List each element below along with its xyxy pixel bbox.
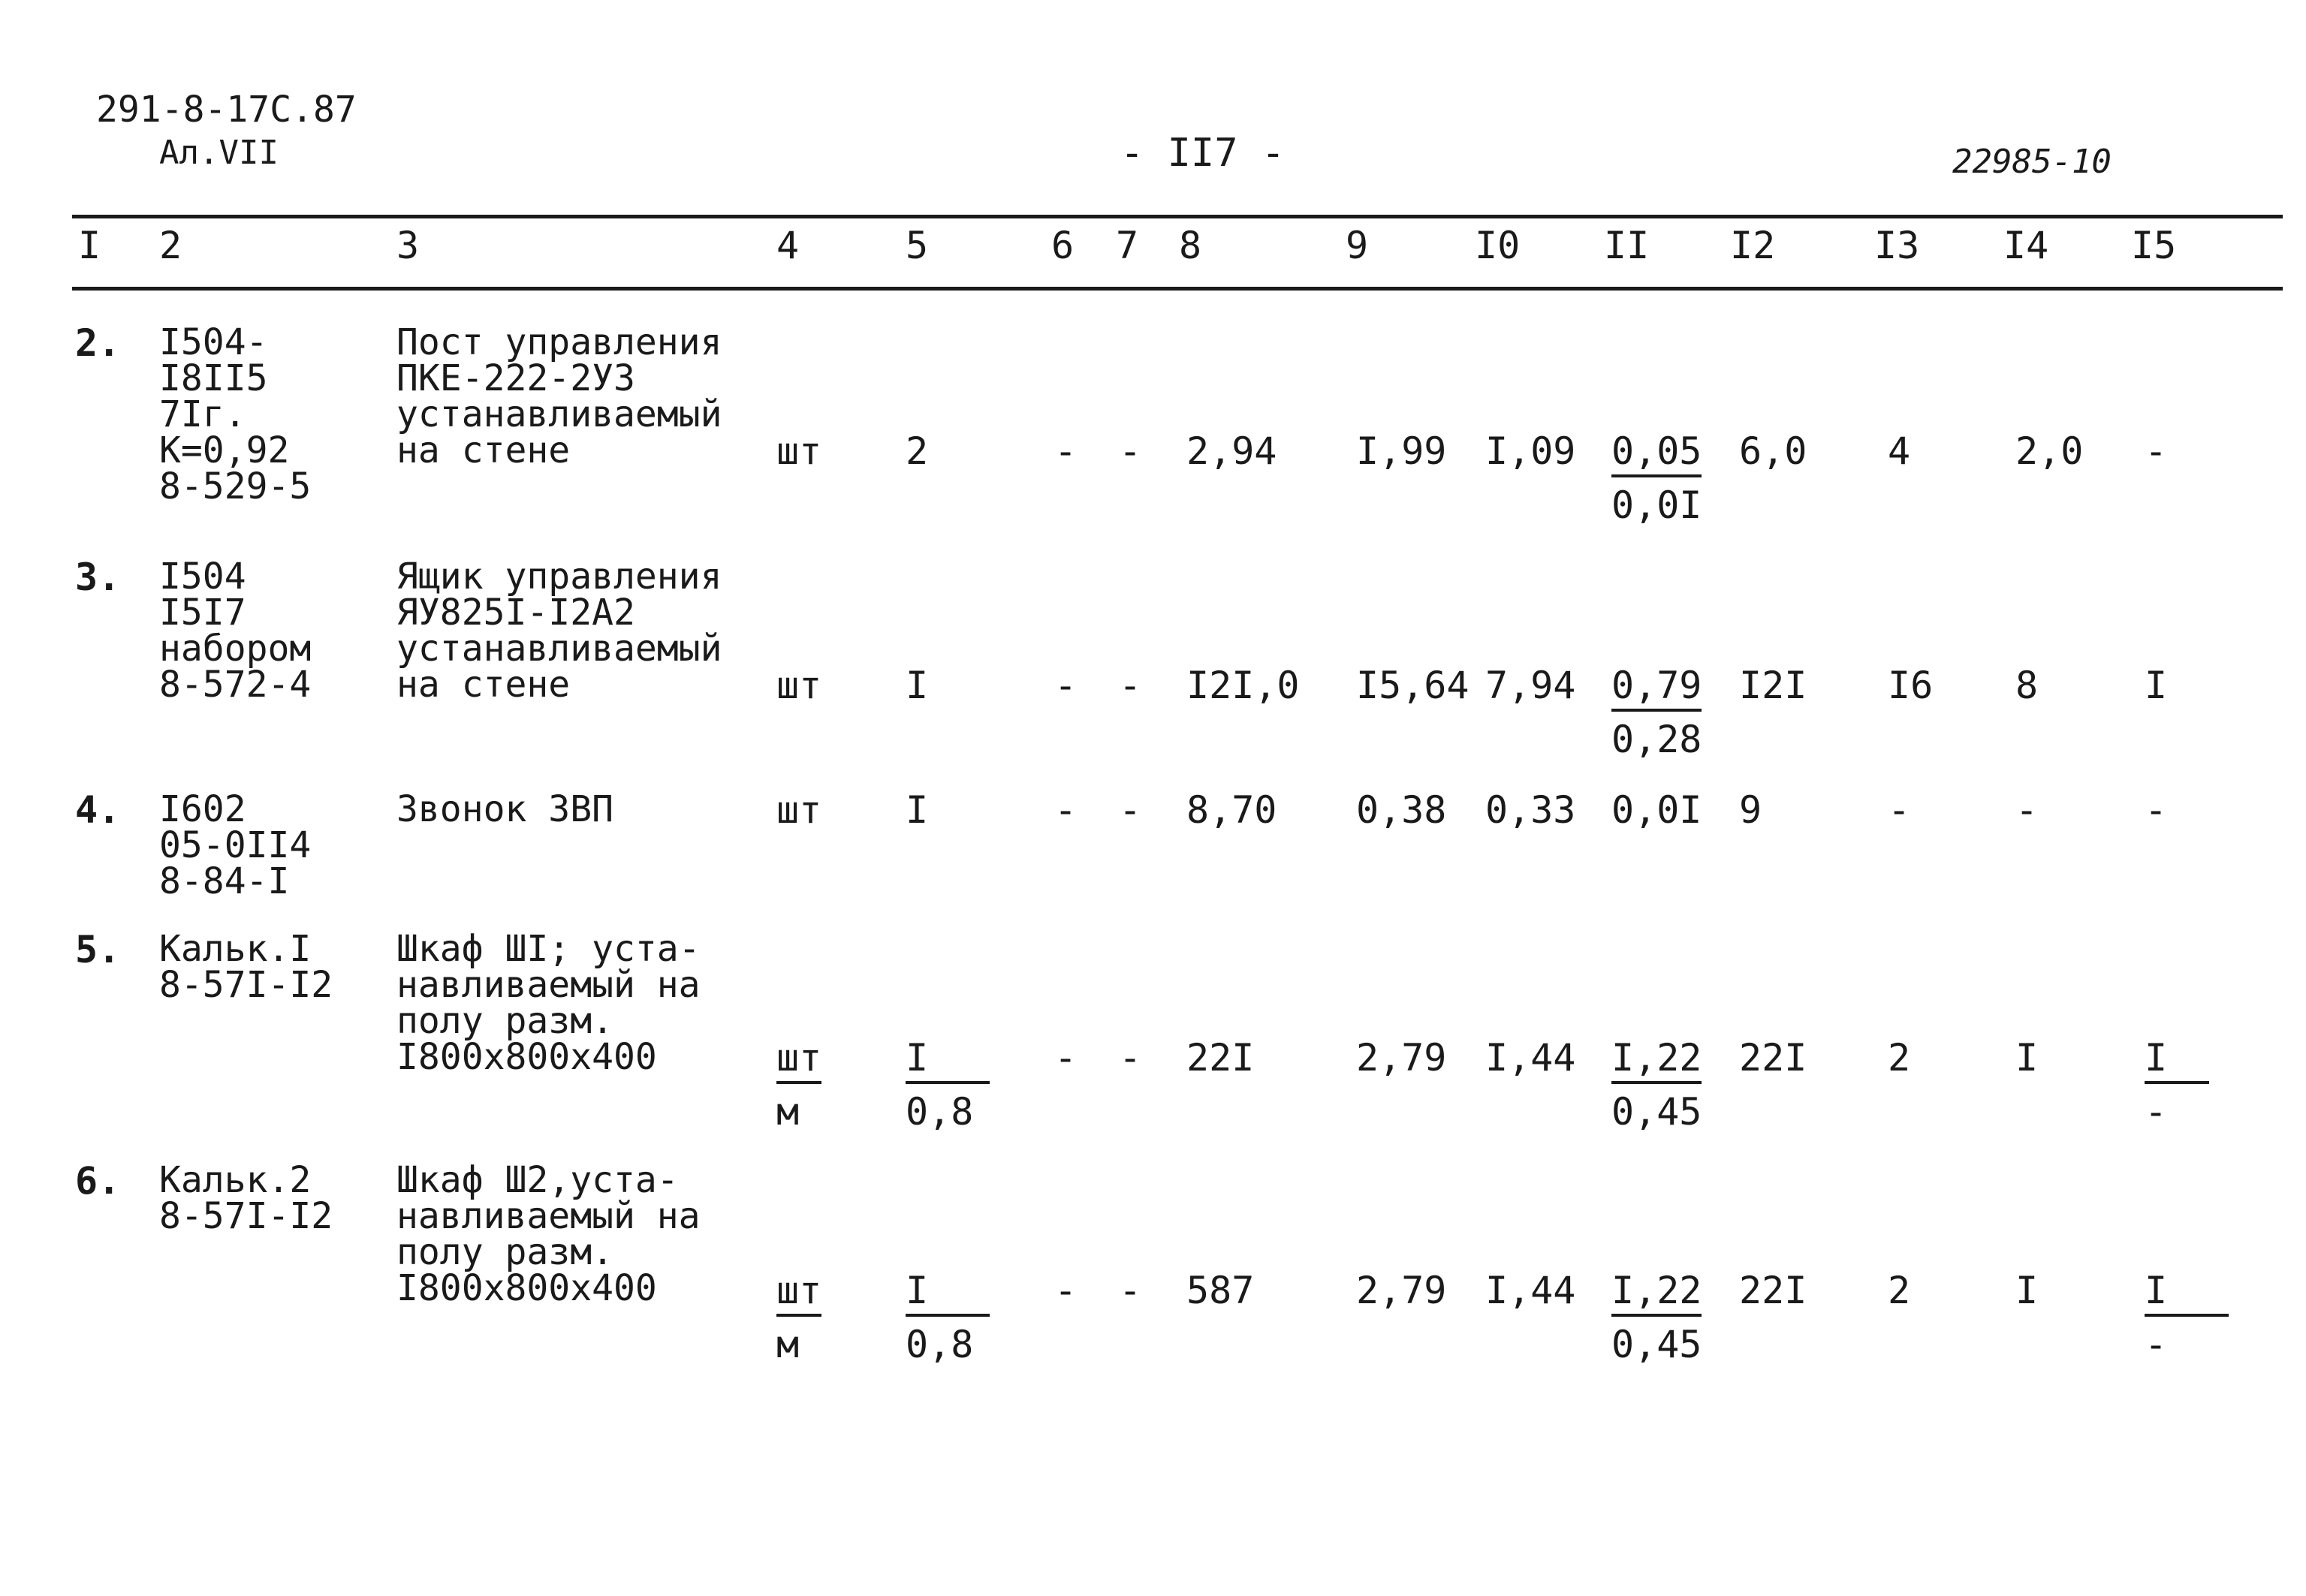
column-header: I4 (2003, 224, 2049, 267)
column-header: I2 (1730, 224, 1776, 267)
col-9: I5,64 (1356, 664, 1470, 707)
item-name: Шкаф ШI; уста- навливаемый на полу разм. I800х800х400 (396, 928, 701, 1078)
quantity: I (906, 664, 929, 707)
unit: шт (776, 788, 822, 832)
quantity: I (906, 788, 929, 832)
col-11: $\frac{I,22}{0,45}$ (1611, 1269, 1702, 1366)
col-11: $\frac{0,79}{0,28}$ (1611, 664, 1702, 761)
column-header: 3 (396, 224, 420, 267)
col-12: 22I (1739, 1036, 1807, 1080)
page-number: - II7 - (1120, 131, 1286, 176)
col-13: 2 (1888, 1269, 1911, 1312)
col-7: - (1119, 1269, 1142, 1312)
column-header: 7 (1116, 224, 1139, 267)
col-13: - (1888, 788, 1911, 832)
col-14: - (2015, 788, 2039, 832)
header-bottom-rule (72, 287, 2283, 291)
col-10: 7,94 (1485, 664, 1576, 707)
col-9: 0,38 (1356, 788, 1447, 832)
col-9: I,99 (1356, 429, 1447, 473)
col-13: I6 (1888, 664, 1934, 707)
inventory-number: 22985-10 (1952, 143, 2112, 181)
row-number: 5. (75, 928, 121, 971)
item-name: Ящик управления ЯУ825I-I2А2 устанавливаемый на стене (396, 556, 722, 706)
col-12: I2I (1739, 664, 1807, 707)
col-8: 22I (1186, 1036, 1255, 1080)
column-header: 5 (906, 224, 929, 267)
quantity: 2 (906, 429, 929, 473)
col-11: $\frac{I,22}{0,45}$ (1611, 1036, 1702, 1134)
col-12: 9 (1739, 788, 1762, 832)
col-8: I2I,0 (1186, 664, 1300, 707)
header-top-rule (72, 215, 2283, 218)
col-7: - (1119, 429, 1142, 473)
reference-code: I504- I8II5 7Iг. К=0,92 8-529-5 (159, 321, 312, 507)
quantity: $\frac{I}{0,8}$ (906, 1272, 990, 1363)
col-6: - (1054, 1036, 1078, 1080)
item-name: Шкаф Ш2,уста- навливаемый на полу разм. I800х800х400 (396, 1159, 701, 1309)
col-9: 2,79 (1356, 1269, 1447, 1312)
column-header: 9 (1346, 224, 1369, 267)
col-15: I - (2145, 1272, 2229, 1363)
col-10: 0,33 (1485, 788, 1576, 832)
col-7: - (1119, 664, 1142, 707)
col-14: 8 (2015, 664, 2039, 707)
column-header: 8 (1179, 224, 1202, 267)
col-13: 4 (1888, 429, 1911, 473)
reference-code: Кальк.I 8-57I-I2 (159, 928, 333, 1006)
col-14: I (2015, 1036, 2039, 1080)
col-6: - (1054, 788, 1078, 832)
column-header: 6 (1051, 224, 1075, 267)
col-15: - (2145, 788, 2168, 832)
column-header: II (1604, 224, 1650, 267)
column-header: 2 (159, 224, 182, 267)
col-6: - (1054, 429, 1078, 473)
col-15: I - (2145, 1039, 2209, 1131)
unit: шт м (776, 1269, 822, 1366)
unit: шт (776, 664, 822, 707)
row-number: 2. (75, 321, 121, 365)
col-7: - (1119, 1036, 1142, 1080)
reference-code: Кальк.2 8-57I-I2 (159, 1159, 333, 1237)
col-7: - (1119, 788, 1142, 832)
col-8: 2,94 (1186, 429, 1277, 473)
unit: шт (776, 429, 822, 473)
col-10: I,44 (1485, 1036, 1576, 1080)
column-header: I0 (1475, 224, 1521, 267)
column-header: 4 (776, 224, 800, 267)
col-6: - (1054, 1269, 1078, 1312)
col-15: - (2145, 429, 2168, 473)
col-10: I,44 (1485, 1269, 1576, 1312)
col-6: - (1054, 664, 1078, 707)
col-12: 6,0 (1739, 429, 1807, 473)
col-12: 22I (1739, 1269, 1807, 1312)
col-15: I (2145, 664, 2168, 707)
quantity: $\frac{I}{0,8}$ (906, 1039, 990, 1131)
col-11: 0,0I (1611, 788, 1702, 832)
column-header: I (78, 224, 101, 267)
col-8: 587 (1186, 1269, 1255, 1312)
row-number: 3. (75, 556, 121, 599)
column-header: I3 (1874, 224, 1920, 267)
row-number: 4. (75, 788, 121, 832)
col-10: I,09 (1485, 429, 1576, 473)
column-header: I5 (2131, 224, 2177, 267)
col-8: 8,70 (1186, 788, 1277, 832)
album-number: Ал.VII (159, 134, 279, 172)
reference-code: I602 05-0II4 8-84-I (159, 788, 312, 902)
col-14: I (2015, 1269, 2039, 1312)
unit: шт м (776, 1036, 822, 1134)
document-code: 291-8-17C.87 (96, 89, 357, 131)
reference-code: I504 I5I7 набором 8-572-4 (159, 556, 312, 706)
col-13: 2 (1888, 1036, 1911, 1080)
item-name: Звонок ЗВП (396, 788, 613, 830)
row-number: 6. (75, 1159, 121, 1203)
col-9: 2,79 (1356, 1036, 1447, 1080)
item-name: Пост управления ПКЕ-222-2УЗ устанавливаемый на стене (396, 321, 722, 471)
col-14: 2,0 (2015, 429, 2084, 473)
col-11: $\frac{0,05}{0,0I}$ (1611, 429, 1702, 527)
